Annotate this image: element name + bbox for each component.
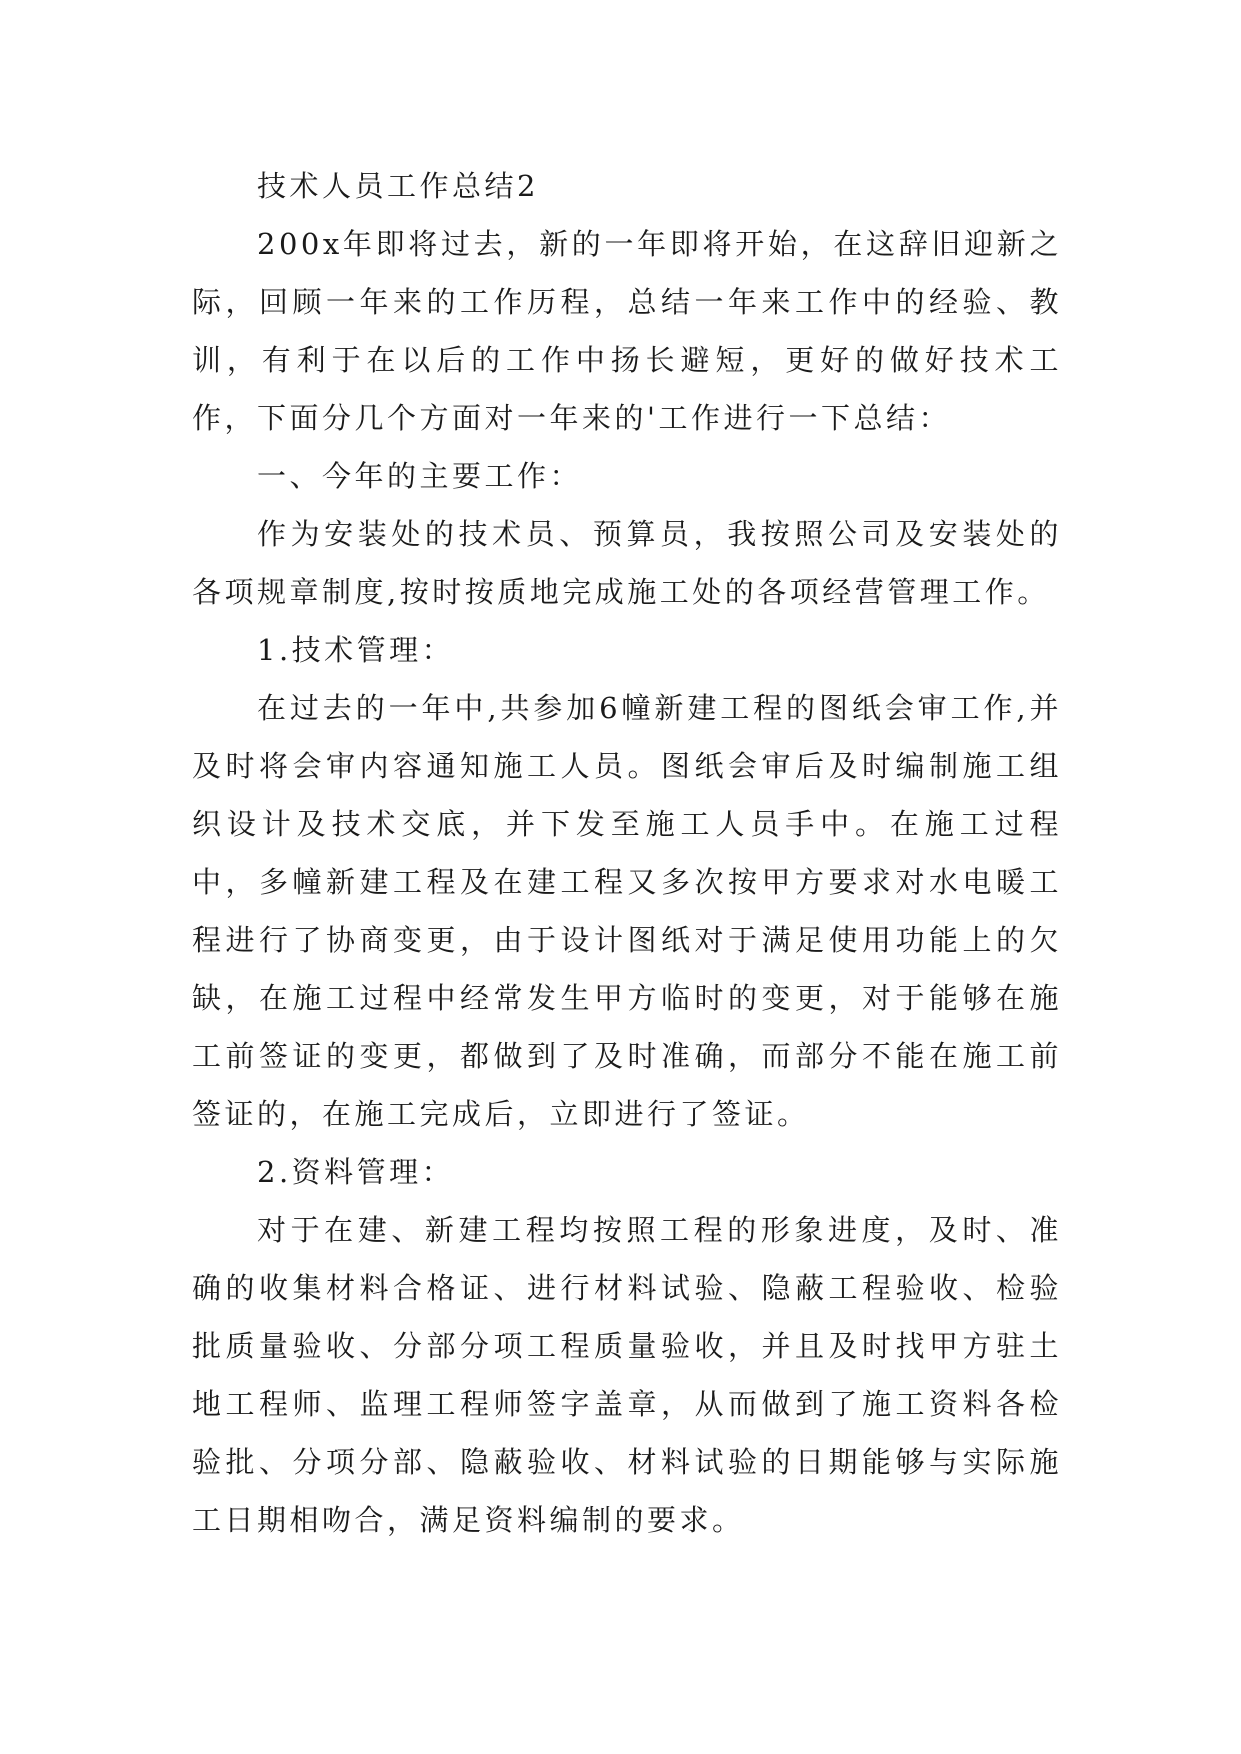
- document-body: [192, 157, 1062, 1549]
- paragraph-role: 作为安装处的技术员、预算员，我按照公司及安装处的各项规章制度,按时按质地完成施工处的各项经营管理工作。: [192, 517, 1062, 609]
- paragraph-document-management: 对于在建、新建工程均按照工程的形象进度，及时、准确的收集材料合格证、进行材料试验、隐蔽工程验收、检验批质量验收、分部分项工程质量验收，并且及时找甲方驻土地工程师、监理工程师签字盖章，从而做到了施工资料各检验批、分项分部、隐蔽验收、材料试验的日期能够与实际施工日期相吻合，满足资料编制的要求。: [192, 1213, 1062, 1537]
- subheading-tech-management: 1.技术管理：: [257, 633, 455, 667]
- section-heading-main-work: 一、今年的主要工作：: [257, 459, 583, 493]
- paragraph-intro: 200x年即将过去，新的一年即将开始，在这辞旧迎新之际，回顾一年来的工作历程，总结一年来工作中的经验、教训，有利于在以后的工作中扬长避短，更好的做好技术工作，下面分几个方面对一年来的'工作进行一下总结：: [192, 227, 1062, 435]
- document-title: 技术人员工作总结2: [257, 169, 539, 203]
- paragraph-tech-management: 在过去的一年中,共参加6幢新建工程的图纸会审工作,并及时将会审内容通知施工人员。图纸会审后及时编制施工组织设计及技术交底，并下发至施工人员手中。在施工过程中，多幢新建工程及在建工程又多次按甲方要求对水电暖工程进行了协商变更，由于设计图纸对于满足使用功能上的欠缺，在施工过程中经常发生甲方临时的变更，对于能够在施工前签证的变更，都做到了及时准确，而部分不能在施工前签证的，在施工完成后，立即进行了签证。: [192, 691, 1062, 1131]
- subheading-document-management: 2.资料管理：: [257, 1155, 455, 1189]
